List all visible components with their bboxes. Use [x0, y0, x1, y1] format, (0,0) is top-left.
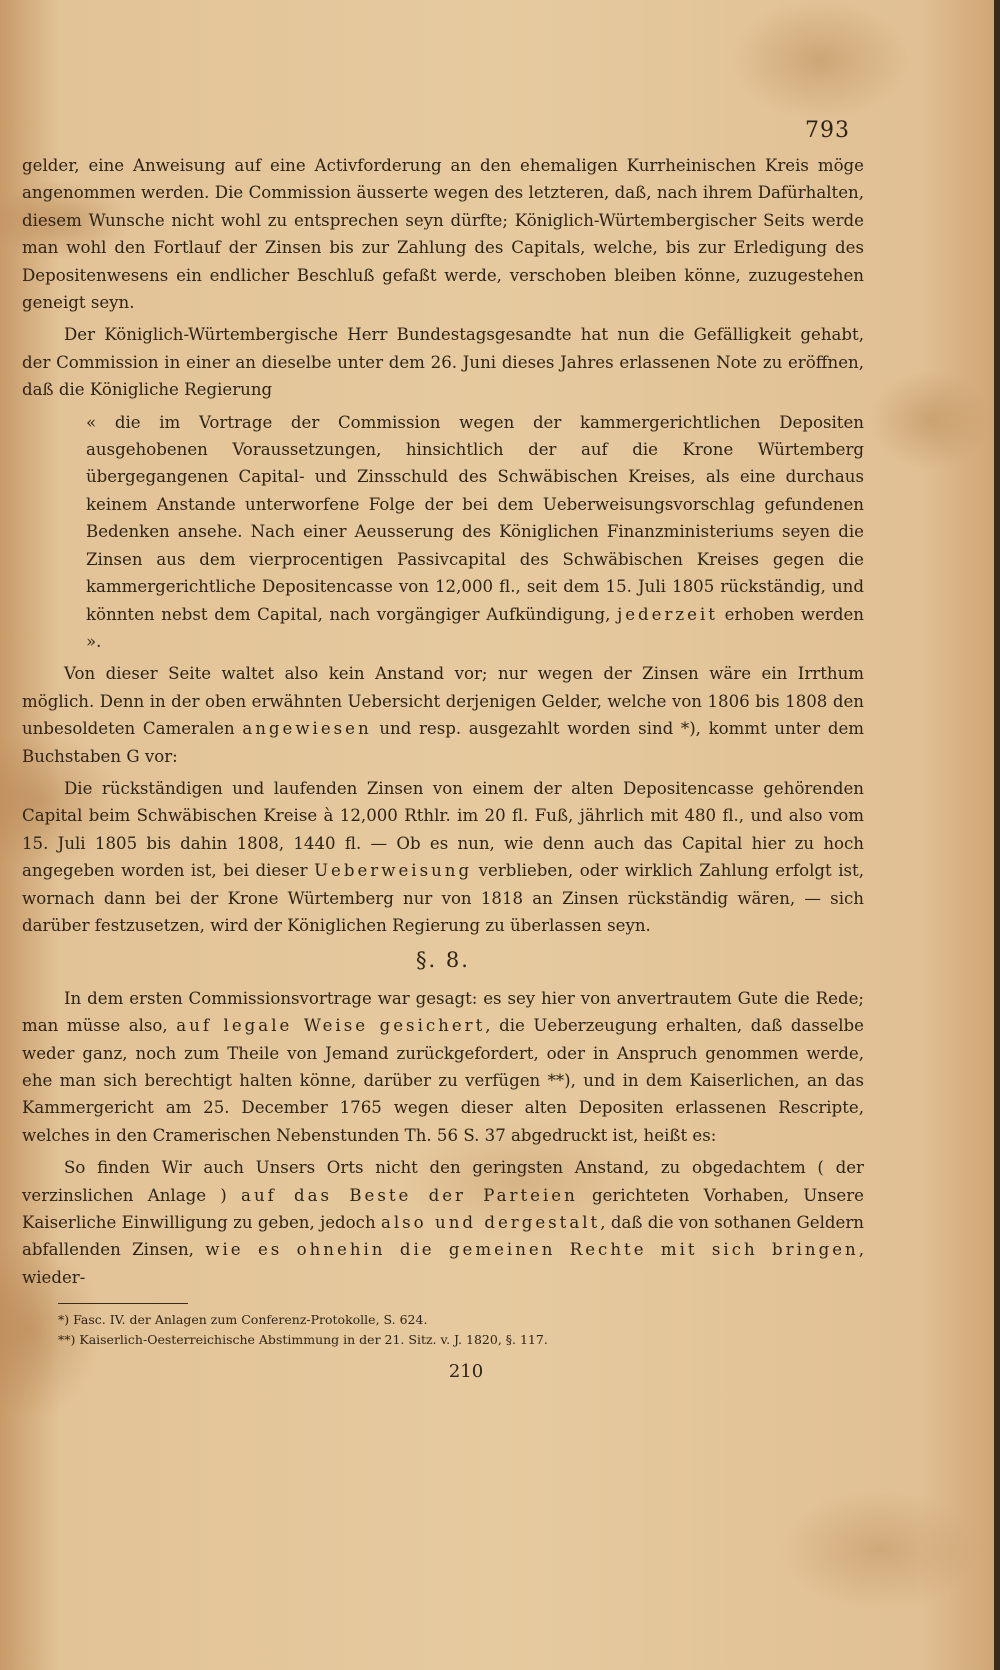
emphasis-angewiesen: angewiesen: [242, 719, 372, 739]
signature-mark: 210: [448, 1361, 484, 1383]
emphasis-rechte: wie es ohnehin die gemeinen Rechte mit sich bringen: [205, 1240, 859, 1260]
paragraph-note: Der Königlich-Würtembergische Herr Bundestagsgesandte hat nun die Gefälligkeit gehabt, der Commission in einer an dieselbe unter dem 26. Juni dieses Jahres erlassenen Note zu eröffnen, daß die Königliche Regierung: [22, 325, 864, 400]
emphasis-dergestalt: also und dergestalt: [380, 1213, 601, 1233]
page-number: 793: [805, 118, 850, 143]
emphasis-legal: auf legale Weise gesichert: [176, 1016, 486, 1036]
quote-text: « die im Vortrage der Commission wegen der kammergerichtlichen Depositen ausgehobenen Voraussetzungen, hinsichtlich der auf die Krone Würtemberg übergegangenen Capital- und Zinsschuld des Schwäbischen Kreises, als eine durchaus keinem Anstande unterworfene Folge der bei dem Ueberweisungsvorschlag gefundenen Bedenken ansehe. Nach einer Aeusserung des Königlichen Finanzministeriums seyen die Zinsen aus dem vierprocentigen Passivcapital des Schwäbischen Kreises gegen die kammergerichtliche Depositencasse von 12,000 fl., seit dem 15. Juli 1805 rückständig, und könnten nebst dem Capital, nach vorgängiger Aufkündigung,: [86, 412, 864, 624]
quote-emphasis: jederzeit: [617, 604, 718, 624]
section-heading: §. 8.: [416, 948, 470, 973]
paragraph-commission: In dem ersten Commissionsvortrage war gesagt: es sey hier von anvertrautem Gute die Rede; man müsse also, auf legale Weise gesichert, die Ueberzeugung erhalten, daß dasselbe weder ganz, noch zum Theile von Jemand zurückgefordert, oder in Anspruch genommen werde, ehe man sich berechtigt halten könne, darüber zu verfügen **), und in dem Kaiserlichen, an das Kammergericht am 25. December 1765 wegen dieser alten Depositen erlassenen Rescripte, welches in den Cramerischen Nebenstunden Th. 56 S. 37 abgedruckt ist, heißt es:: [22, 988, 864, 1145]
paragraph-error: Von dieser Seite waltet also kein Anstand vor; nur wegen der Zinsen wäre ein Irrthum möglich. Denn in der oben erwähnten Uebersicht derjenigen Gelder, welche von 1806 bis 1808 den unbesoldeten Cameralen angewiesen und resp. ausgezahlt worden sind *), kommt unter dem Buchstaben G vor:: [22, 664, 864, 766]
quote-end: erhoben werden ».: [86, 604, 864, 651]
footnote-1: *) Fasc. IV. der Anlagen zum Conferenz-Protokolle, S. 624.: [58, 1312, 428, 1328]
emphasis-parteien: auf das Beste der Parteien: [241, 1185, 578, 1205]
paragraph-interest: Die rückständigen und laufenden Zinsen von einem der alten Depositencasse gehörenden Capital beim Schwäbischen Kreise à 12,000 Rthlr. im 20 fl. Fuß, jährlich mit 480 fl., und also vom 15. Juli 1805 bis dahin 1808, 1440 fl. — Ob es nun, wie denn auch das Capital hier zu hoch angegeben worden ist, bei dieser Ueberweisung verblieben, oder wirklich Zahlung erfolgt ist, wornach dann bei der Krone Würtemberg nur von 1818 an Zinsen rückständig wären, — sich darüber festzusetzen, wird der Königlichen Regierung zu überlassen seyn.: [22, 778, 864, 935]
block-quote: [22, 409, 864, 656]
body-text: [22, 152, 864, 1386]
page-edge: [994, 0, 1000, 1670]
footnote-rule: [58, 1303, 188, 1304]
footnote-2: **) Kaiserlich-Oesterreichische Abstimmung in der 21. Sitz. v. J. 1820, §. 117.: [58, 1332, 548, 1348]
paragraph-continuation: gelder, eine Anweisung auf eine Activforderung an den ehemaligen Kurrheinischen Kreis möge angenommen werden. Die Commission äusserte wegen des letzteren, daß, nach ihrem Dafürhalten, diesem Wunsche nicht wohl zu entsprechen seyn dürfte; Königlich-Würtembergischer Seits werde man wohl den Fortlauf der Zinsen bis zur Zahlung des Capitals, welche, bis zur Erledigung des Depositenwesens ein endlicher Beschluß gefaßt werde, verschoben bleiben könne, zuzugestehen geneigt seyn.: [22, 156, 864, 313]
paragraph-rescript: So finden Wir auch Unsers Orts nicht den geringsten Anstand, zu obgedachtem ( der verzinslichen Anlage ) auf das Beste der Parteien gerichteten Vorhaben, Unsere Kaiserliche Einwilligung zu geben, jedoch also und dergestalt, daß die von sothanen Geldern abfallenden Zinsen, wie es ohnehin die gemeinen Rechte mit sich bringen, wieder-: [22, 1158, 865, 1287]
emphasis-ueberweisung: Ueberweisung: [314, 861, 473, 881]
footnotes: [22, 1310, 864, 1350]
